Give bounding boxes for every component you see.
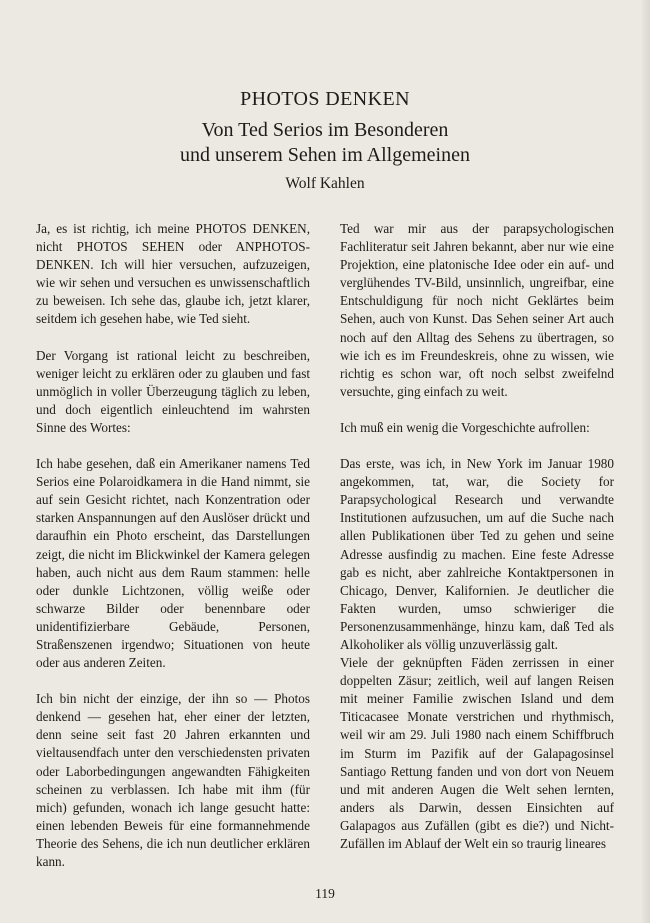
- right-column: [340, 220, 614, 853]
- author-name: Wolf Kahlen: [285, 175, 365, 192]
- page-number: 119: [315, 886, 335, 901]
- paragraph: Der Vorgang ist rational leicht zu beschreiben, weniger leicht zu erklären oder zu glauben und fast unmöglich in voller Überzeugung täglich zu leben, und doch eigentlich einleuchtend im wahrsten Sinne des Wortes:: [36, 347, 310, 435]
- subtitle-line-1: Von Ted Serios im Besonderen: [201, 119, 449, 141]
- article-title: PHOTOS DENKEN: [240, 88, 410, 110]
- paragraph: Ich bin nicht der einzige, der ihn so — Photos denkend — gesehen hat, eher einer der letzten, denn seine seit fast 20 Jahren erkannten und vieltausendfach unter den verschiedensten privaten oder Laborbedingungen angewandten Fähigkeiten scheinen zu verblassen. Ich habe mit ihm (für mich) gefunden, wonach ich lange gesucht hatte: einen lebenden Beweis für eine formannehmende Theorie des Sehens, die ich nun deutlicher erklären kann.: [36, 691, 310, 869]
- paragraph: Ja, es ist richtig, ich meine PHOTOS DENKEN, nicht PHOTOS SEHEN oder ANPHOTOS-DENKEN. Ich will hier versuchen, aufzuzeigen, wie wir sehen und versuchen es unwissenschaftlich zu beweisen. Ich sehe das, glaube ich, jetzt klarer, seitdem ich gesehen habe, wie Ted sieht.: [36, 221, 310, 327]
- paragraph: Ich muß ein wenig die Vorgeschichte aufrollen:: [340, 419, 590, 435]
- paragraph: Ted war mir aus der parapsychologischen Fachliteratur seit Jahren bekannt, aber nur wie eine Projektion, eine platonische Idee oder ein auf- und verglühendes TV-Bild, unsinnlich, ungreifbar, eine Entschuldigung für noch nicht Geklärtes beim Sehen, auch von Kunst. Das Sehen seiner Art auch noch auf den Alltag des Sehens zu übertragen, so wie ich es im Freundeskreis, ohne zu wissen, wie richtig es schon war, oft noch selbst zweifelnd versuchte, ging einfach zu weit.: [340, 221, 614, 399]
- paragraph: Viele der geknüpften Fäden zerrissen in einer doppelten Zäsur; zeitlich, weil auf langen Reisen mit meiner Familie zwischen Island und dem Titicacasee Monate verstrichen und rhythmisch, weil wir am 29. Juli 1980 nach einem Schiffbruch im Sturm im Pazifik auf der Galapagosinsel Santiago Rettung fanden und von dort von Neuem und mit anderen Augen die Welt sehen lernten, anders als Darwin, dessen Einsichten auf Galapagos aus Zufällen (gibt es die?) und Nicht-Zufällen im Ablauf der Welt ein so traurig lineares: [340, 655, 614, 851]
- paragraph: Ich habe gesehen, daß ein Amerikaner namens Ted Serios eine Polaroidkamera in die Hand nimmt, sie auf sein Gesicht richtet, nach Konzentration oder starken Anspannungen auf den Auslöser drückt und daraufhin ein Photo erscheint, das Darstellungen zeigt, die nicht im Blickwinkel der Kamera gelegen haben, auch nicht aus dem Raum stammen: helle oder dunkle Lichtzonen, völlig weiße oder schwarze Bilder oder benennbare oder unidentifizierbare Gebäude, Personen, Straßenszenen irgendwo; Situationen von heute oder aus anderen Zeiten.: [36, 456, 310, 671]
- paragraph: Das erste, was ich, in New York im Januar 1980 angekommen, tat, war, die Society for Parapsychological Research und verwandte Institutionen aufzusuchen, um auf die Suche nach allen Publikationen über Ted zu gehen und seine Adresse ausfindig zu machen. Eine feste Adresse gab es nicht, aber zahlreiche Kontaktpersonen in Chicago, Denver, Kalifornien. Je deutlicher die Fakten wurden, umso schwieriger die Personenzusammenhänge, hinzu kam, daß Ted als Alkoholiker als völlig unzuverlässig galt.: [340, 456, 614, 652]
- article-subtitle: [0, 118, 650, 168]
- subtitle-line-2: und unserem Sehen im Allgemeinen: [180, 144, 470, 166]
- left-column: [36, 220, 310, 889]
- page-edge-shadow: [640, 0, 650, 923]
